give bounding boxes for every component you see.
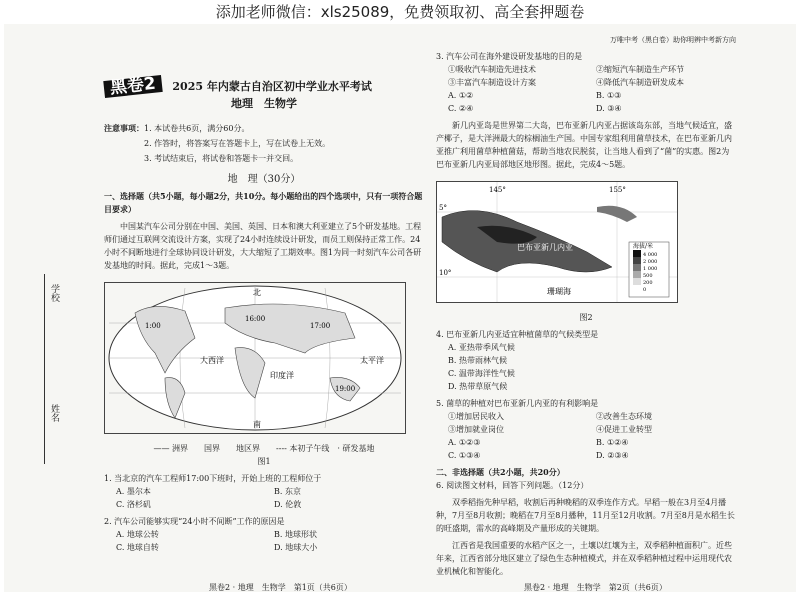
elev-2000: 2 000	[643, 259, 658, 265]
elev-1000: 1 000	[643, 266, 658, 272]
q3-option-c: C. ②④	[448, 104, 474, 113]
elev-500: 500	[643, 273, 653, 279]
question-1: 1. 当北京的汽车工程师17:00下班时，开始上班的工程师位于	[104, 474, 322, 483]
q5-item-4: ④促进工业转型	[596, 425, 652, 434]
note-1: 1. 本试卷共6页，满分60分。	[144, 124, 250, 133]
footer-left: 黑卷2 · 地理 生物学 第1页（共6页）	[209, 583, 352, 592]
question-4: 4. 巴布亚新几内亚适宜种植菌草的气候类型是	[436, 330, 599, 339]
q6-paragraph-2: 江西省是我国重要的水稻产区之一，土壤以红壤为主，双季稻种植面积广。近些年来，江西省部分地区建立了绿色生态种植模式，并在双季稻种植过程中运用现代农业机械化和智能化。	[436, 541, 732, 576]
page-left	[104, 54, 424, 554]
section-2-heading: 二、非选择题（共2小题，共20分）	[436, 467, 565, 477]
map-label-south: 南	[253, 420, 261, 429]
sea-label: 珊瑚海	[547, 287, 571, 296]
lat-5: 5°	[439, 204, 447, 212]
world-map-figure	[104, 282, 406, 434]
q5-option-d: D. ②③④	[596, 451, 629, 460]
q3-item-3: ③丰富汽车制造设计方案	[448, 78, 536, 87]
q2-option-a: A. 地球公转	[116, 530, 159, 539]
png-terrain-map	[436, 181, 678, 303]
intro-paragraph: 中国某汽车公司分别在中国、美国、英国、日本和澳大利亚建立了5个研发基地。工程师们通过互联网交流设计方案，实现了24小时连续设计研发，而员工则保持正常工作。24小时不间断地进行全球协同设计研发，大大缩短了工期效率。图1为同一时刻汽车公司各研发基地的时间。据此，完成1～3题。	[104, 222, 422, 270]
map-time-1: 1:00	[145, 322, 161, 330]
q6-paragraph-1: 双季稻指先种早稻，收割后再种晚稻的双季连作方式。早稻一般在3月至4月播种，7月至8月收割；晚稻在7月至8月播种，11月至12月收割。7月至8月是水稻生长的旺盛期，需水的高峰期及产量形成的关键期。	[436, 498, 735, 533]
lat-10: 10°	[439, 269, 452, 277]
map-legend: —— 洲界 国界 地区界 ---- 本初子午线 · 研发基地	[153, 444, 375, 453]
q5-option-a: A. ①②③	[448, 438, 481, 447]
q3-option-a: A. ①②	[448, 91, 474, 100]
section-geography: 地 理（30分）	[227, 174, 301, 185]
map-label-atlantic: 大西洋	[200, 356, 224, 365]
page-right	[436, 36, 736, 582]
q5-option-c: C. ①③④	[448, 451, 481, 460]
q1-option-b: B. 东京	[274, 487, 301, 496]
question-5: 5. 菌草的种植对巴布亚新几内亚的有利影响是	[436, 399, 599, 408]
figure-2-caption: 图2	[579, 313, 593, 322]
note-2: 2. 作答时，将答案写在答题卡上，写在试卷上无效。	[144, 139, 331, 148]
question-6: 6. 阅读图文材料，回答下列问题。（12分）	[436, 481, 589, 490]
note-3: 3. 考试结束后，将试卷和答题卡一并交回。	[144, 154, 299, 163]
q3-option-d: D. ③④	[596, 104, 622, 113]
exam-title: 2025 年内蒙古自治区初中学业水平考试	[172, 80, 372, 93]
map-label-pacific: 太平洋	[360, 356, 384, 365]
map-time-4: 16:00	[245, 315, 266, 323]
q2-option-d: D. 地球大小	[274, 543, 318, 552]
binding-gutter	[44, 274, 67, 464]
exam-subtitle: 地理 生物学	[231, 97, 297, 110]
question-2: 2. 汽车公司能够实现“24小时不间断”工作的原因是	[104, 517, 285, 526]
lon-145: 145°	[489, 186, 506, 194]
q5-item-2: ②改善生态环境	[596, 412, 652, 421]
q4-option-c: C. 温带海洋性气候	[448, 369, 515, 378]
elev-200: 200	[643, 280, 653, 286]
q3-item-2: ②缩短汽车制造生产环节	[596, 65, 684, 74]
exam-sheet	[4, 24, 796, 592]
q5-item-3: ③增加就业岗位	[448, 425, 504, 434]
q2-option-b: B. 地球形状	[274, 530, 317, 539]
q1-option-c: C. 洛杉矶	[116, 500, 151, 509]
q3-item-1: ①吸收汽车制造先进技术	[448, 65, 536, 74]
intro-paragraph-2: 新几内亚岛是世界第二大岛，巴布亚新几内亚占据该岛东部，当地气候适宜，盛产椰子，是大洋洲最大的棕榈油生产国。中国专家组利用菌草技术，在巴布亚新几内亚推广利用菌草种植菌菇，帮助当地农民脱贫，让当地人看到了“菌”的实惠。图2为巴布亚新几内亚局部地区地形图。据此，完成4～5题。	[436, 121, 732, 169]
map-label-indian-ocean: 印度洋	[270, 371, 294, 380]
q1-option-a: A. 墨尔本	[116, 487, 151, 496]
q5-item-1: ①增加居民收入	[448, 412, 504, 421]
q1-option-d: D. 伦敦	[274, 500, 302, 509]
q2-option-c: C. 地球自转	[116, 543, 159, 552]
footer-right: 黑卷2 · 地理 生物学 第2页（共6页）	[524, 583, 667, 592]
q4-option-b: B. 热带雨林气候	[448, 356, 507, 365]
question-group-heading: 一、选择题（共5小题，每小题2分，共10分。每小题给出的四个选项中，只有一项符合题目要求）	[104, 191, 423, 214]
promo-banner: 添加老师微信：xls25089，免费领取初、高全套押题卷	[215, 3, 585, 21]
q3-item-4: ④降低汽车制造研发成本	[596, 78, 684, 87]
map-label-north: 北	[253, 288, 261, 297]
figure-1-caption: 图1	[257, 457, 271, 466]
question-3: 3. 汽车公司在海外建设研发基地的目的是	[436, 52, 583, 61]
gutter-name-label: 姓名	[49, 404, 59, 422]
q4-option-a: A. 亚热带季风气候	[448, 343, 515, 352]
q3-option-b: B. ①③	[596, 91, 622, 100]
gutter-school-label: 学校	[49, 284, 59, 302]
lon-155: 155°	[609, 186, 626, 194]
elevation-legend-title: 海拔/米	[633, 243, 654, 250]
elev-4000: 4 000	[643, 252, 658, 258]
paper-badge: 黑卷2	[103, 75, 162, 98]
country-label: 巴布亚新几内亚	[517, 243, 573, 252]
map-time-3: 19:00	[335, 385, 356, 393]
map-time-2: 17:00	[310, 322, 331, 330]
q5-option-b: B. ①②④	[596, 438, 629, 447]
q4-option-d: D. 热带草原气候	[448, 382, 508, 391]
notes-label: 注意事项：	[104, 123, 144, 133]
running-head: 万唯中考（黑白卷）助你明辨中考新方向	[610, 36, 736, 44]
elev-0: 0	[643, 287, 647, 293]
